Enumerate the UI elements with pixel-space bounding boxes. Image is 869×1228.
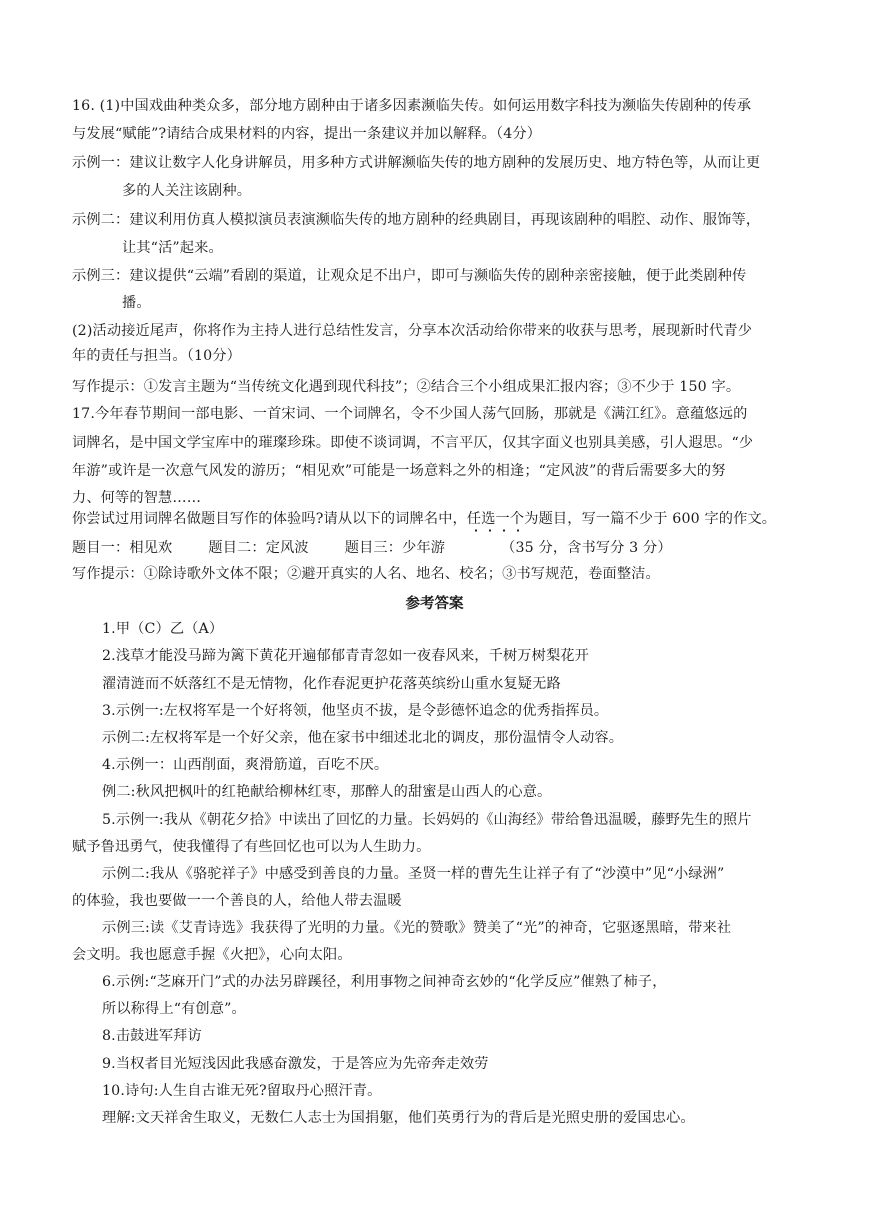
answer-9: 9.当权者目光短浅因此我感奋激发，于是答应为先帝奔走效劳: [102, 1056, 489, 1072]
q16-example1-line2: 多的人关注该剧种。: [122, 183, 252, 199]
q16-example1-line1: 示例一：建议让数字人化身讲解员，用多种方式讲解濒临失传的地方剧种的发展历史、地方特色等，从而让更: [72, 155, 761, 171]
q17-line5: [72, 509, 776, 529]
q17-writing-tip: 写作提示：①除诗歌外文体不限；②避开真实的人名、地名、校名；③书写规范，卷面整洁。: [72, 566, 660, 582]
answer-5-line2: 赋予鲁迅勇气，使我懂得了有些回忆也可以为人生助力。: [72, 839, 431, 855]
q17-line1: 17.今年春节期间一部电影、一首宋词、一个词牌名，令不少国人荡气回肠，那就是《满江红》。意蕴悠远的: [72, 406, 748, 422]
answer-5-line5: 示例三:读《艾青诗选》我获得了光明的力量。《光的赞歌》赞美了“光”的神奇，它驱逐黑暗，带来社: [102, 920, 732, 936]
q16-example2-line1: 示例二：建议利用仿真人模拟演员表演濒临失传的地方剧种的经典剧目，再现该剧种的唱腔、动作、服饰等，: [72, 212, 761, 228]
answer-10-line2: 理解:文天祥舍生取义，无数仁人志士为国捐躯，他们英勇行为的背后是光照史册的爱国忠心。: [102, 1110, 695, 1126]
answer-6-line2: 所以称得上“有创意”。: [102, 1001, 246, 1017]
answer-5-line1: 5.示例一:我从《朝花夕拾》中读出了回忆的力量。长妈妈的《山海经》带给鲁迅温暖，藤野先生的照片: [102, 812, 752, 828]
answers-heading: 参考答案: [405, 595, 464, 612]
answer-5-line4: 的体验，我也要做一一个善良的人，给他人带去温暖: [72, 893, 402, 909]
q17-line2: 词牌名，是中国文学宝库中的璀璨珍珠。即使不谈词调，不言平仄，仅其字面义也别具美感，引人遐思。“少: [72, 435, 754, 451]
q17-line5-end: 为题目，写一篇不少于 600 字的作文。: [524, 511, 777, 527]
q17-topic-3: 题目三：少年游: [344, 540, 446, 556]
answer-8: 8.击鼓进军拜访: [102, 1028, 202, 1044]
answer-6-line1: 6.示例:“芝麻开门”式的办法另辟蹊径，利用事物之间神奇玄妙的“化学反应”催熟了柿子，: [102, 974, 667, 990]
q17-topics-line: [72, 538, 672, 558]
q16-example3-line2: 播。: [122, 295, 151, 311]
answer-5-line3: 示例二:我从《骆驼祥子》中感受到善良的力量。圣贤一样的曹先生让祥子有了“沙漠中”见“小绿洲”: [102, 866, 725, 882]
q16-writing-tip: 写作提示：①发言主题为“当传统文化遇到现代科技”；②结合三个小组成果汇报内容；③不少于 150 字。: [72, 379, 741, 395]
q17-topic-1: 题目一：相见欢: [72, 540, 173, 556]
answer-2-line1: 2.浅草才能没马蹄为篱下黄花开遍郁郁青青忽如一夜春风来，千树万树梨花开: [102, 648, 589, 664]
answer-3-line1: 3.示例一:左权将军是一个好将领，他坚贞不拔，是令彭德怀追念的优秀指挥员。: [102, 703, 609, 719]
q16-example3-line1: 示例三：建议提供“云端”看剧的渠道，让观众足不出户，即可与濒临失传的剧种亲密接触，便于此类剧种传: [72, 268, 747, 284]
answer-5-line6: 会文明。我也愿意手握《火把》，心向太阳。: [72, 947, 352, 963]
answer-1: 1.甲（C）乙（A）: [102, 621, 224, 637]
q17-topic-2: 题目二：定风波: [208, 540, 309, 556]
q17-score: （35 分，含书写分 3 分）: [501, 540, 672, 556]
q17-line4: 力、何等的智慧……: [72, 490, 202, 506]
q17-emphasis-choose-one: 任选一个: [466, 511, 525, 527]
q16-part2-line1: (2)活动接近尾声，你将作为主持人进行总结性发言，分享本次活动给你带来的收获与思考，展现新时代青少: [72, 323, 753, 339]
q16-part1-line2: 与发展“赋能”?请结合成果材料的内容，提出一条建议并加以解释。（4分）: [72, 126, 542, 142]
answer-2-line2: 濯清涟而不妖落红不是无情物，化作春泥更护花落英缤纷山重水复疑无路: [102, 676, 561, 692]
answer-4-line2: 例二:秋风把枫叶的红艳献给柳林红枣，那醉人的甜蜜是山西人的心意。: [102, 784, 552, 800]
q16-example2-line2: 让其“活”起来。: [122, 240, 223, 256]
q16-part1-line1: 16. (1)中国戏曲种类众多，部分地方剧种由于诸多因素濒临失传。如何运用数字科技为濒临失传剧种的传承: [72, 98, 752, 114]
q16-part2-line2: 年的责任与担当。（10分）: [72, 348, 241, 364]
q17-line3: 年游”或许是一次意气风发的游历；“相见欢”可能是一场意料之外的相逢；“定风波”的背后需要多大的努: [72, 463, 726, 479]
answer-4-line1: 4.示例一：山西削面，爽滑筋道，百吃不厌。: [102, 757, 389, 773]
answer-10-line1: 10.诗句:人生自古谁无死?留取丹心照汗青。: [102, 1083, 382, 1099]
answer-3-line2: 示例二:左权将军是一个好父亲，他在家书中细述北北的调皮，那份温情令人动容。: [102, 730, 624, 746]
q17-line5-start: 你尝试过用词牌名做题目写作的体验吗?请从以下的词牌名中，: [72, 511, 467, 527]
